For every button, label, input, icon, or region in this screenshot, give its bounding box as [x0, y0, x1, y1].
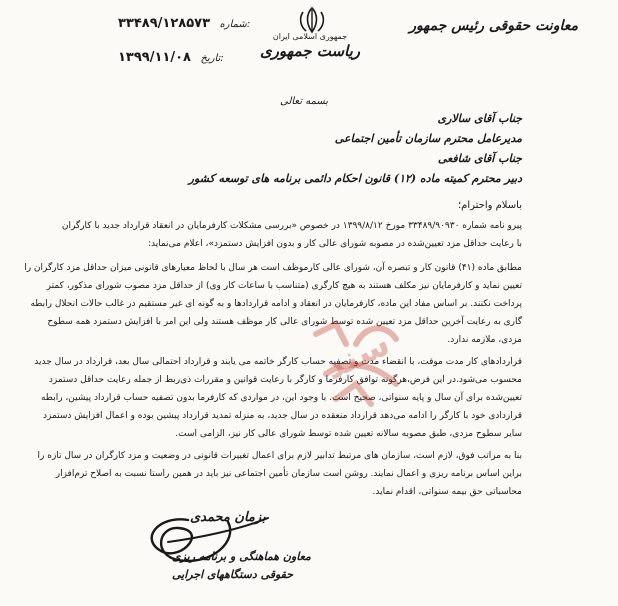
body-line: مطابق ماده (۴۱) قانون کار و تبصره آن، شورای عالی کارموظف است هر سال با لحاظ معیارهای قانونی میزان حداقل مزد کارگران را: [24, 263, 522, 273]
body-line: پرداخت نکنند. بر اساس مفاد این ماده، کارفرمایان در انعقاد و ادامه قراردادها و به گونه ای غیر مستقیم در غالب حالات انحلال رابطه: [30, 299, 522, 309]
recipient-4: دبیر محترم کمیته ماده (۱۲) قانون احکام دائمی برنامه های توسعه کشور: [188, 172, 522, 185]
letter-date-value: ۱۳۹۹/۱۱/۰۸: [118, 50, 191, 65]
signatory-name: بزمان محمدی: [190, 510, 266, 525]
iran-emblem-icon: [292, 6, 332, 34]
recipient-3: جناب آقای شافعی: [437, 152, 522, 165]
body-line: با رعایت حداقل مزد تعیین‌شده در مصوبه شورای عالی کار و بدون افزایش دستمزد»، اعلام می‌نماید:: [147, 239, 522, 249]
letter-number-label: شماره:: [219, 19, 251, 30]
body-line: قراردادهای کار مدت موقت، با انقضاء مدت و تصفیه حساب کارگر خاتمه می یابند و قرارداد احتمالی سال بعد، قرارداد در سال جدید: [34, 357, 522, 367]
letter-number-value: ۳۳۴۸۹/۱۲۸۵۷۳: [118, 16, 211, 31]
body-line: سایر سطوح مزدی، طبق مصوبه سالانه تعیین شده توسط شورای عالی کار نیز، الزامی است.: [175, 429, 522, 439]
signatory-title-1: معاون هماهنگی و برنامه ریزی: [172, 550, 311, 563]
besmeh: بسمه تعالی: [280, 96, 329, 107]
republic-label: جمهوری اسلامی ایران: [272, 32, 348, 41]
letter-number: [118, 16, 250, 31]
body-line: مزدی، ملازمه ندارد.: [447, 335, 522, 345]
office-title: معاونت حقوقی رئیس جمهور: [409, 18, 578, 34]
svg-text:سند: سند: [318, 323, 396, 389]
body-line: پیرو نامه شماره ۳۳۴۸۹/۹۰۹۳۰ مورخ ۱۳۹۹/۸/۱۲ در خصوص «بررسی مشکلات کارفرمایان در انعقاد قرارداد جدید با کارگران: [61, 221, 522, 231]
greeting: باسلام واحترام؛: [457, 200, 522, 211]
body-line: تعیین‌شده برای آن سال و پایه سنواتی، صحیح است. با وجود این، در مواردی که کارفرما بدون تصفیه حساب قرارداد پیشین، رابطه: [40, 393, 522, 403]
body-line: محاسباتی حق بیمه سنواتی، اقدام نماید.: [372, 487, 522, 497]
body-line: محسوب می‌شود.در این فرض،هرگونه توافق کارفرما و کارگر با رعایت قوانین و مقررات ذی‌ربط از جمله رعایت حداقل دستمزد: [48, 375, 522, 385]
recipient-1: جناب آقای سالاری: [437, 112, 522, 125]
body-line: تعیین نماید و کارفرمایان نیز مکلف هستند به هیچ کارگری (متناسب با ساعات کار وی) از حداقل مزد مصوب شورای مذکور، کمتر: [46, 281, 522, 291]
watermark-stamp-icon: [296, 304, 426, 414]
recipient-2: مدیرعامل محترم سازمان تأمین اجتماعی: [334, 132, 522, 145]
body-line: قراردادی خود با کارگر را ادامه می‌دهد قرارداد منعقده در سال جدید، به منزله تمدید قرارداد پیشین بوده و اعمال افزایش دستمزد: [42, 411, 522, 421]
letter-date-label: تاریخ:: [200, 53, 224, 64]
body-line: براین اساس برنامه ریزی و اعمال نمایند. روشن است سازمان تأمین اجتماعی نیز باید در همین راستا نسبت به اصلاح ترم‌افزار: [55, 469, 522, 479]
presidency-label: ریاست جمهوری: [259, 42, 361, 60]
body-line: بنا به مراتب فوق، لازم است، سازمان های مرتبط تدابیر لازم برای اعمال تغییرات قانونی در وضعیت و مزد کارگران در سال تازه را: [37, 451, 522, 461]
letter-date: [118, 50, 224, 65]
body-line: گاری به رعایت آخرین حداقل مزد تعیین شده توسط شورای عالی کار موظف هستند ولی این امر با افزایش دستمزد همه سطوح: [47, 317, 522, 327]
signatory-title-2: حقوقی دستگاههای اجرایی: [172, 568, 294, 581]
